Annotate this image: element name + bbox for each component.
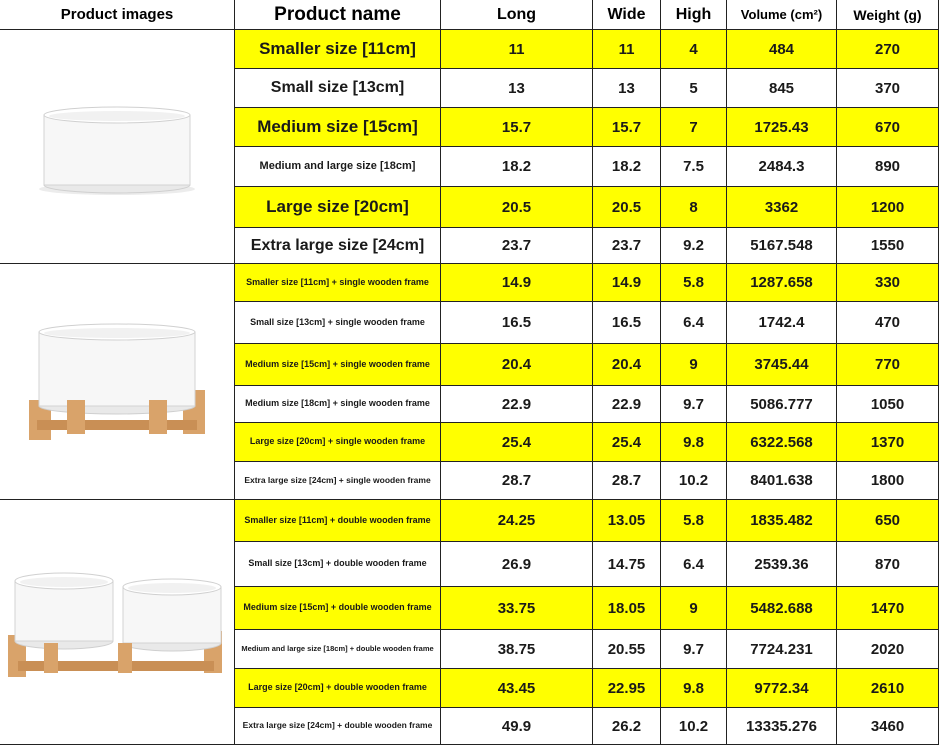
wide-cell: 13	[593, 69, 661, 108]
weight-cell: 3460	[837, 708, 939, 745]
volume-cell: 9772.34	[727, 669, 837, 708]
long-cell: 28.7	[441, 462, 593, 500]
weight-cell: 670	[837, 108, 939, 147]
volume-cell: 7724.231	[727, 630, 837, 669]
weight-cell: 870	[837, 542, 939, 587]
volume-cell: 2484.3	[727, 147, 837, 187]
wide-cell: 20.4	[593, 344, 661, 386]
product-name-cell: Large size [20cm]	[235, 187, 441, 228]
product-image-cell	[0, 264, 235, 500]
weight-cell: 330	[837, 264, 939, 302]
weight-cell: 1370	[837, 423, 939, 462]
header-volume: Volume (cm²)	[727, 0, 837, 30]
product-name-cell: Medium size [18cm] + single wooden frame	[235, 386, 441, 423]
long-cell: 26.9	[441, 542, 593, 587]
long-cell: 20.4	[441, 344, 593, 386]
high-cell: 9	[661, 344, 727, 386]
bowl-single-wooden-frame-image	[7, 312, 227, 452]
high-cell: 9.7	[661, 386, 727, 423]
product-name-cell: Medium and large size [18cm] + double wooden frame	[235, 630, 441, 669]
volume-cell: 3362	[727, 187, 837, 228]
volume-cell: 13335.276	[727, 708, 837, 745]
weight-cell: 370	[837, 69, 939, 108]
volume-cell: 845	[727, 69, 837, 108]
volume-cell: 1287.658	[727, 264, 837, 302]
high-cell: 7	[661, 108, 727, 147]
long-cell: 11	[441, 30, 593, 69]
volume-cell: 5167.548	[727, 228, 837, 264]
volume-cell: 1725.43	[727, 108, 837, 147]
weight-cell: 1550	[837, 228, 939, 264]
product-name-cell: Medium size [15cm] + double wooden frame	[235, 587, 441, 630]
product-name-cell: Medium size [15cm] + single wooden frame	[235, 344, 441, 386]
volume-cell: 5482.688	[727, 587, 837, 630]
weight-cell: 1200	[837, 187, 939, 228]
high-cell: 9.2	[661, 228, 727, 264]
weight-cell: 890	[837, 147, 939, 187]
two-bowls-double-wooden-frame-image	[4, 557, 230, 687]
volume-cell: 1835.482	[727, 500, 837, 542]
long-cell: 33.75	[441, 587, 593, 630]
header-images: Product images	[0, 0, 235, 30]
wide-cell: 23.7	[593, 228, 661, 264]
high-cell: 7.5	[661, 147, 727, 187]
long-cell: 22.9	[441, 386, 593, 423]
weight-cell: 770	[837, 344, 939, 386]
product-name-cell: Smaller size [11cm] + single wooden frame	[235, 264, 441, 302]
wide-cell: 14.9	[593, 264, 661, 302]
high-cell: 9	[661, 587, 727, 630]
header-wide: Wide	[593, 0, 661, 30]
product-name-cell: Large size [20cm] + double wooden frame	[235, 669, 441, 708]
wide-cell: 22.95	[593, 669, 661, 708]
weight-cell: 1470	[837, 587, 939, 630]
weight-cell: 650	[837, 500, 939, 542]
wide-cell: 14.75	[593, 542, 661, 587]
weight-cell: 2020	[837, 630, 939, 669]
high-cell: 8	[661, 187, 727, 228]
high-cell: 5	[661, 69, 727, 108]
high-cell: 10.2	[661, 462, 727, 500]
product-image-cell	[0, 30, 235, 264]
long-cell: 38.75	[441, 630, 593, 669]
long-cell: 18.2	[441, 147, 593, 187]
header-high: High	[661, 0, 727, 30]
wide-cell: 18.2	[593, 147, 661, 187]
long-cell: 16.5	[441, 302, 593, 344]
weight-cell: 270	[837, 30, 939, 69]
high-cell: 10.2	[661, 708, 727, 745]
weight-cell: 2610	[837, 669, 939, 708]
volume-cell: 3745.44	[727, 344, 837, 386]
wide-cell: 13.05	[593, 500, 661, 542]
long-cell: 49.9	[441, 708, 593, 745]
product-name-cell: Extra large size [24cm]	[235, 228, 441, 264]
product-name-cell: Medium size [15cm]	[235, 108, 441, 147]
product-image-cell	[0, 500, 235, 745]
product-name-cell: Large size [20cm] + single wooden frame	[235, 423, 441, 462]
long-cell: 43.45	[441, 669, 593, 708]
high-cell: 9.8	[661, 669, 727, 708]
product-name-cell: Smaller size [11cm]	[235, 30, 441, 69]
wide-cell: 11	[593, 30, 661, 69]
high-cell: 9.8	[661, 423, 727, 462]
wide-cell: 28.7	[593, 462, 661, 500]
product-name-cell: Extra large size [24cm] + single wooden frame	[235, 462, 441, 500]
volume-cell: 2539.36	[727, 542, 837, 587]
header-name: Product name	[235, 0, 441, 30]
high-cell: 5.8	[661, 264, 727, 302]
header-long: Long	[441, 0, 593, 30]
long-cell: 25.4	[441, 423, 593, 462]
volume-cell: 484	[727, 30, 837, 69]
product-name-cell: Extra large size [24cm] + double wooden frame	[235, 708, 441, 745]
product-name-cell: Small size [13cm] + double wooden frame	[235, 542, 441, 587]
product-name-cell: Small size [13cm]	[235, 69, 441, 108]
long-cell: 24.25	[441, 500, 593, 542]
header-weight: Weight (g)	[837, 0, 939, 30]
wide-cell: 25.4	[593, 423, 661, 462]
high-cell: 9.7	[661, 630, 727, 669]
wide-cell: 18.05	[593, 587, 661, 630]
high-cell: 6.4	[661, 302, 727, 344]
long-cell: 15.7	[441, 108, 593, 147]
product-name-cell: Small size [13cm] + single wooden frame	[235, 302, 441, 344]
wide-cell: 16.5	[593, 302, 661, 344]
product-name-cell: Smaller size [11cm] + double wooden frame	[235, 500, 441, 542]
weight-cell: 470	[837, 302, 939, 344]
high-cell: 6.4	[661, 542, 727, 587]
product-name-cell: Medium and large size [18cm]	[235, 147, 441, 187]
wide-cell: 20.55	[593, 630, 661, 669]
volume-cell: 1742.4	[727, 302, 837, 344]
wide-cell: 22.9	[593, 386, 661, 423]
weight-cell: 1050	[837, 386, 939, 423]
wide-cell: 20.5	[593, 187, 661, 228]
volume-cell: 6322.568	[727, 423, 837, 462]
high-cell: 4	[661, 30, 727, 69]
weight-cell: 1800	[837, 462, 939, 500]
volume-cell: 8401.638	[727, 462, 837, 500]
long-cell: 13	[441, 69, 593, 108]
wide-cell: 15.7	[593, 108, 661, 147]
high-cell: 5.8	[661, 500, 727, 542]
long-cell: 20.5	[441, 187, 593, 228]
long-cell: 23.7	[441, 228, 593, 264]
wide-cell: 26.2	[593, 708, 661, 745]
long-cell: 14.9	[441, 264, 593, 302]
volume-cell: 5086.777	[727, 386, 837, 423]
single-bowl-image	[7, 87, 227, 207]
